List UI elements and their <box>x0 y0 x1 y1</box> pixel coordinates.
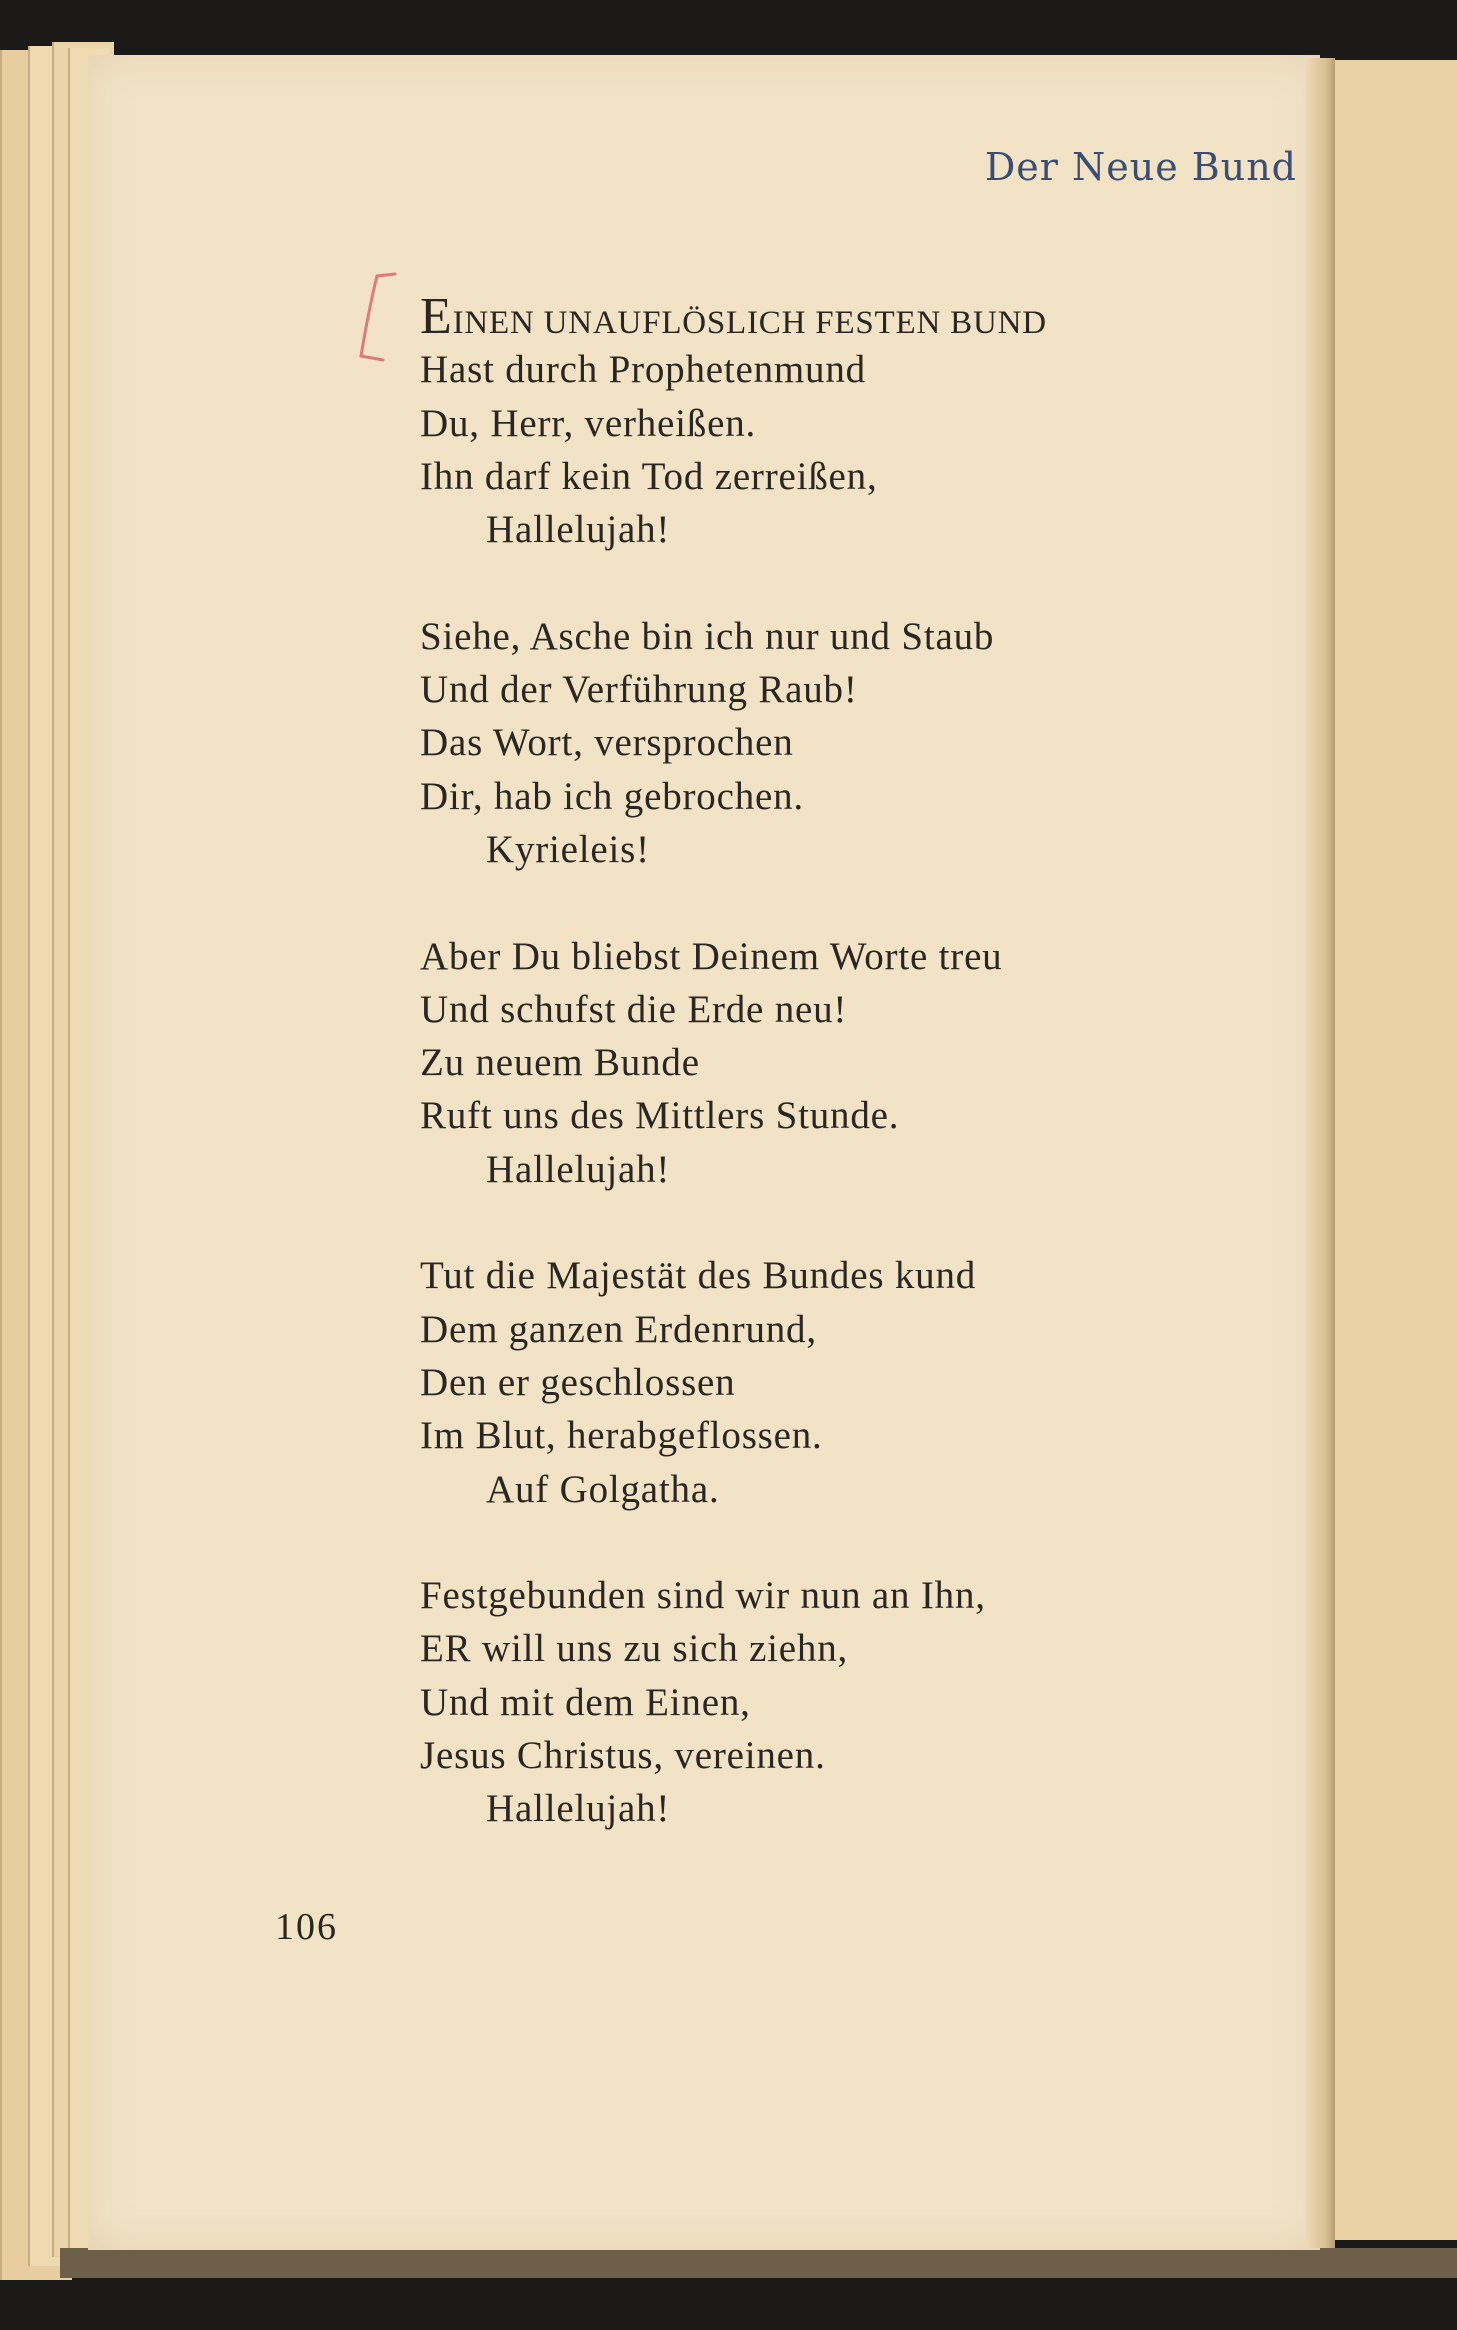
poem-line: Dir, hab ich gebrochen. <box>420 774 804 818</box>
poem-line: Und schufst die Erde neu! <box>420 987 848 1031</box>
poem-refrain: Hallelujah! <box>486 508 671 552</box>
poem-refrain: Hallelujah! <box>486 1787 671 1831</box>
poem-line: Hast durch Prophetenmund <box>420 348 866 392</box>
poem-line: Ruft uns des Mittlers Stunde. <box>420 1094 900 1138</box>
poem-line: Das Wort, versprochen <box>420 721 794 765</box>
poem-line: Den er geschlossen <box>420 1360 736 1404</box>
poem-refrain: Kyrieleis! <box>486 827 650 871</box>
stanza <box>420 1249 1047 1515</box>
poem-line: Im Blut, herabgeflossen. <box>420 1414 823 1458</box>
poem-line: Jesus Christus, vereinen. <box>420 1734 826 1778</box>
poem-line: Tut die Majestät des Bundes kund <box>420 1254 977 1298</box>
poem-line: ER will uns zu sich ziehn, <box>420 1627 849 1671</box>
book-bottom-edge <box>60 2248 1457 2278</box>
poem <box>420 290 1047 1889</box>
poem-line: Ihn darf kein Tod zerreißen, <box>420 454 878 498</box>
facing-page <box>1320 60 1457 2240</box>
poem-line: Zu neuem Bunde <box>420 1041 700 1085</box>
poem-line: Festgebunden sind wir nun an Ihn, <box>420 1574 986 1618</box>
running-head: Der Neue Bund <box>984 145 1297 189</box>
poem-refrain: Hallelujah! <box>486 1147 671 1191</box>
title-initial: E <box>420 288 453 345</box>
poem-refrain: Auf Golgatha. <box>486 1467 720 1511</box>
page-gutter <box>1305 58 1335 2248</box>
poem-title <box>420 290 1047 343</box>
poem-line: Und mit dem Einen, <box>420 1680 751 1724</box>
page-number: 106 <box>275 1906 338 1948</box>
poem-line: Dem ganzen Erdenrund, <box>420 1307 817 1351</box>
stanza <box>420 290 1047 556</box>
title-rest: INEN UNAUFLÖSLICH FESTEN BUND <box>452 305 1047 341</box>
stanza <box>420 930 1047 1196</box>
stanza <box>420 1569 1047 1835</box>
poem-line: Und der Verführung Raub! <box>420 668 858 712</box>
poem-line: Siehe, Asche bin ich nur und Staub <box>420 614 995 658</box>
stanza <box>420 610 1047 876</box>
poem-line: Du, Herr, verheißen. <box>420 401 757 445</box>
poem-line: Aber Du bliebst Deinem Worte treu <box>420 934 1003 978</box>
